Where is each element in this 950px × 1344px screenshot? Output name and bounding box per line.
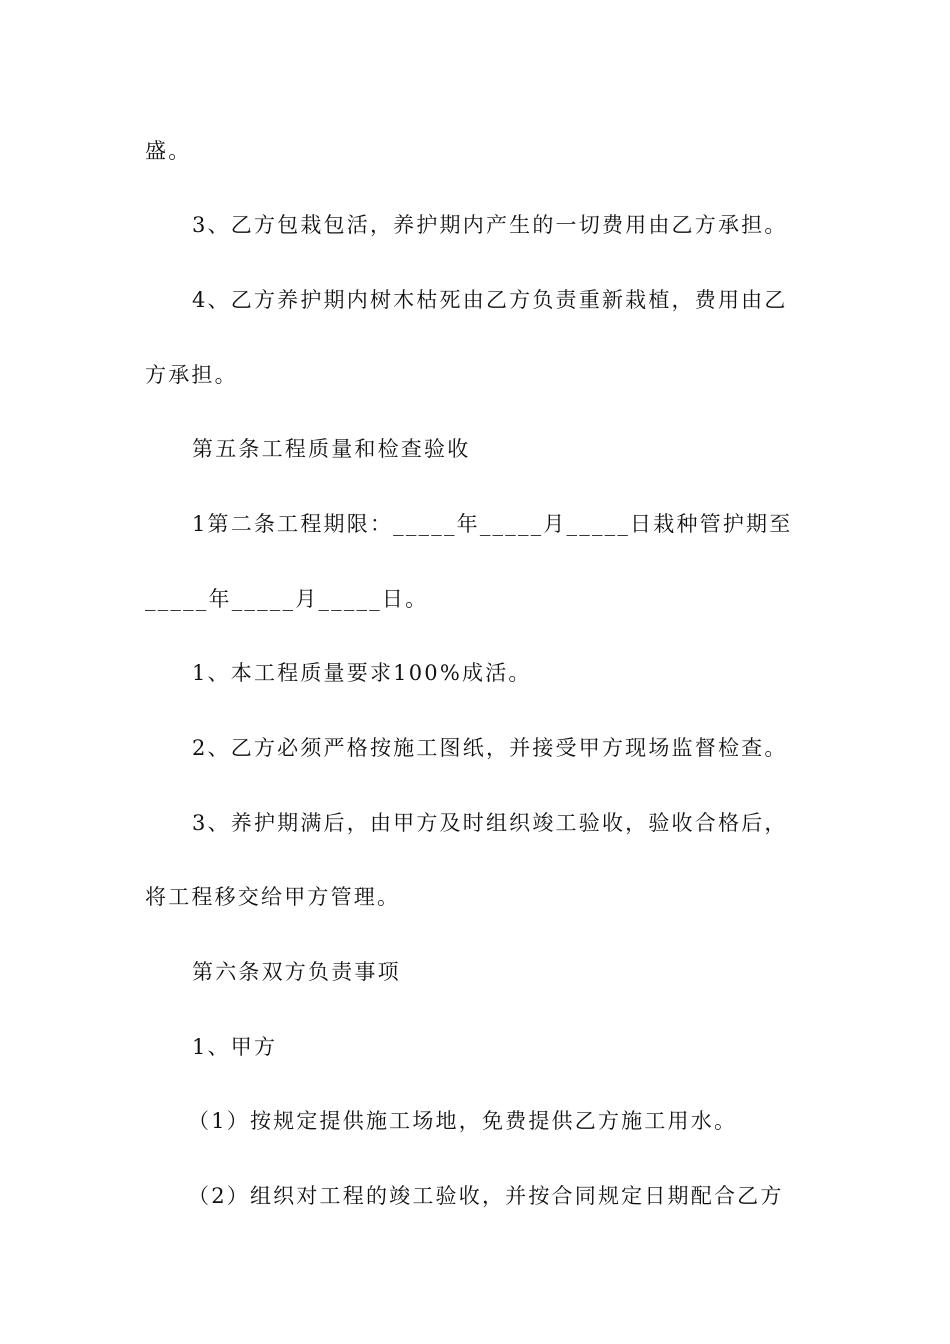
quality-item-3: 3、养护期满后，由甲方及时组织竣工验收，验收合格后， bbox=[192, 811, 788, 835]
project-period-line: 1第二条工程期限：_____年_____月_____日栽种管护期至 bbox=[192, 512, 793, 536]
party-a-duty-2: （2）组织对工程的竣工验收，并按合同规定日期配合乙方 bbox=[188, 1184, 784, 1208]
project-period-continuation: _____年_____月_____日。 bbox=[145, 587, 429, 611]
section-heading-article-6: 第六条双方负责事项 bbox=[192, 960, 401, 984]
clause-item-3: 3、乙方包栽包活，养护期内产生的一切费用由乙方承担。 bbox=[192, 213, 788, 237]
clause-item-4-continuation: 方承担。 bbox=[145, 363, 238, 387]
clause-item-4: 4、乙方养护期内树木枯死由乙方负责重新栽植，费用由乙 bbox=[192, 288, 788, 312]
party-a-duty-1: （1）按规定提供施工场地，免费提供乙方施工用水。 bbox=[188, 1109, 738, 1133]
party-a-heading: 1、甲方 bbox=[192, 1035, 278, 1059]
paragraph-continuation: 盛。 bbox=[145, 139, 192, 163]
section-heading-article-5: 第五条工程质量和检查验收 bbox=[192, 437, 471, 461]
quality-item-2: 2、乙方必须严格按施工图纸，并接受甲方现场监督检查。 bbox=[192, 736, 788, 760]
quality-item-1: 1、本工程质量要求100%成活。 bbox=[192, 661, 532, 685]
quality-item-3-continuation: 将工程移交给甲方管理。 bbox=[145, 885, 401, 909]
